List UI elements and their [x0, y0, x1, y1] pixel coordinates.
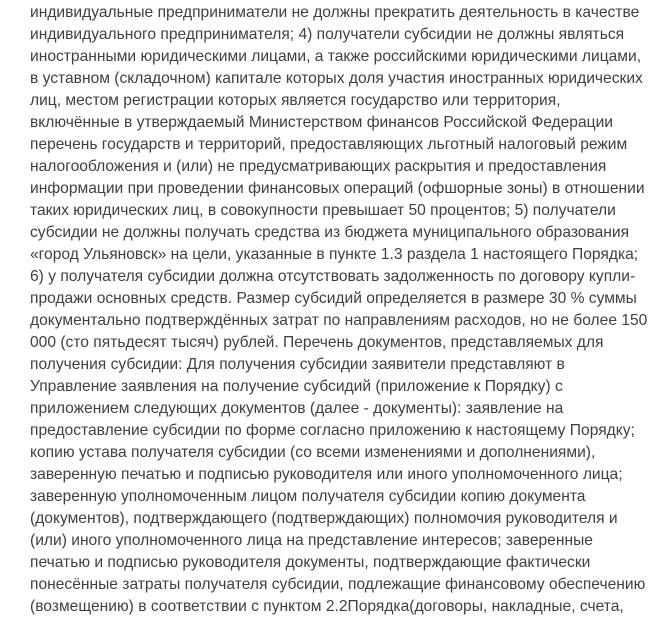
text-line: (или) иного уполномоченного лица на представление интересов; заверенные [30, 532, 593, 549]
text-line: 6) у получателя субсидии должна отсутствовать задолженность по договору купли- [30, 268, 636, 285]
text-line: лиц, местом регистрации которых является государство или территория, [30, 92, 561, 109]
text-line: индивидуальные предприниматели не должны прекратить деятельность в качестве [30, 4, 640, 21]
text-line: копию устава получателя субсидии (со всеми изменениями и дополнениями), [30, 444, 596, 461]
text-line: предоставление субсидии по форме согласно приложению к настоящему Порядку; [30, 422, 635, 439]
text-line: в уставном (складочном) капитале которых доля участия иностранных юридических [30, 70, 643, 87]
text-line: понесённые затраты получателя субсидии, подлежащие финансовому обеспечению [30, 576, 646, 593]
text-line: печатью и подписью руководителя документы, подтверждающие фактически [30, 554, 591, 571]
text-line: продажи основных средств. Размер субсидий определяется в размере 30 % суммы [30, 290, 637, 307]
text-line: (возмещению) в соответствии с пунктом 2.2Порядка(договоры, накладные, счета, [30, 598, 624, 615]
text-line: индивидуального предпринимателя; 4) получатели субсидии не должны являться [30, 26, 625, 43]
text-line: включённые в утверждаемый Министерством финансов Российской Федерации [30, 114, 613, 131]
text-line: заверенную печатью и подписью руководителя или иного уполномоченного лица; [30, 466, 623, 483]
text-line: информации при проведении финансовых операций (офшорные зоны) в отношении [30, 180, 645, 197]
text-line: субсидии не должны получать средства из бюджета муниципального образования [30, 224, 630, 241]
text-line: 000 (сто пятьдесят тысяч) рублей. Перечень документов, представляемых для [30, 334, 604, 351]
text-line: «город Ульяновск» на цели, указанные в пункте 1.3 раздела 1 настоящего Порядка; [30, 246, 639, 263]
text-line: документально подтверждённых затрат по направлениям расходов, но не более 150 [30, 312, 648, 329]
text-line: заверенную уполномоченным лицом получателя субсидии копию документа [30, 488, 586, 505]
text-line: иностранными юридическими лицами, а также российскими юридическими лицами, [30, 48, 642, 65]
text-line: Управление заявления на получение субсидий (приложение к Порядку) с [30, 378, 563, 395]
text-line: перечень государств и территорий, предоставляющих льготный налоговый режим [30, 136, 628, 153]
text-line: налогообложения и (или) не предусматривающих раскрытия и предоставления [30, 158, 607, 175]
text-line: таких юридических лиц, в совокупности превышает 50 процентов; 5) получатели [30, 202, 616, 219]
text-line: получения субсидии: Для получения субсидии заявители представляют в [30, 356, 565, 373]
text-line: приложением следующих документов (далее - документы): заявление на [30, 400, 564, 417]
text-line: (документов), подтверждающего (подтверждающих) полномочия руководителя и [30, 510, 618, 527]
